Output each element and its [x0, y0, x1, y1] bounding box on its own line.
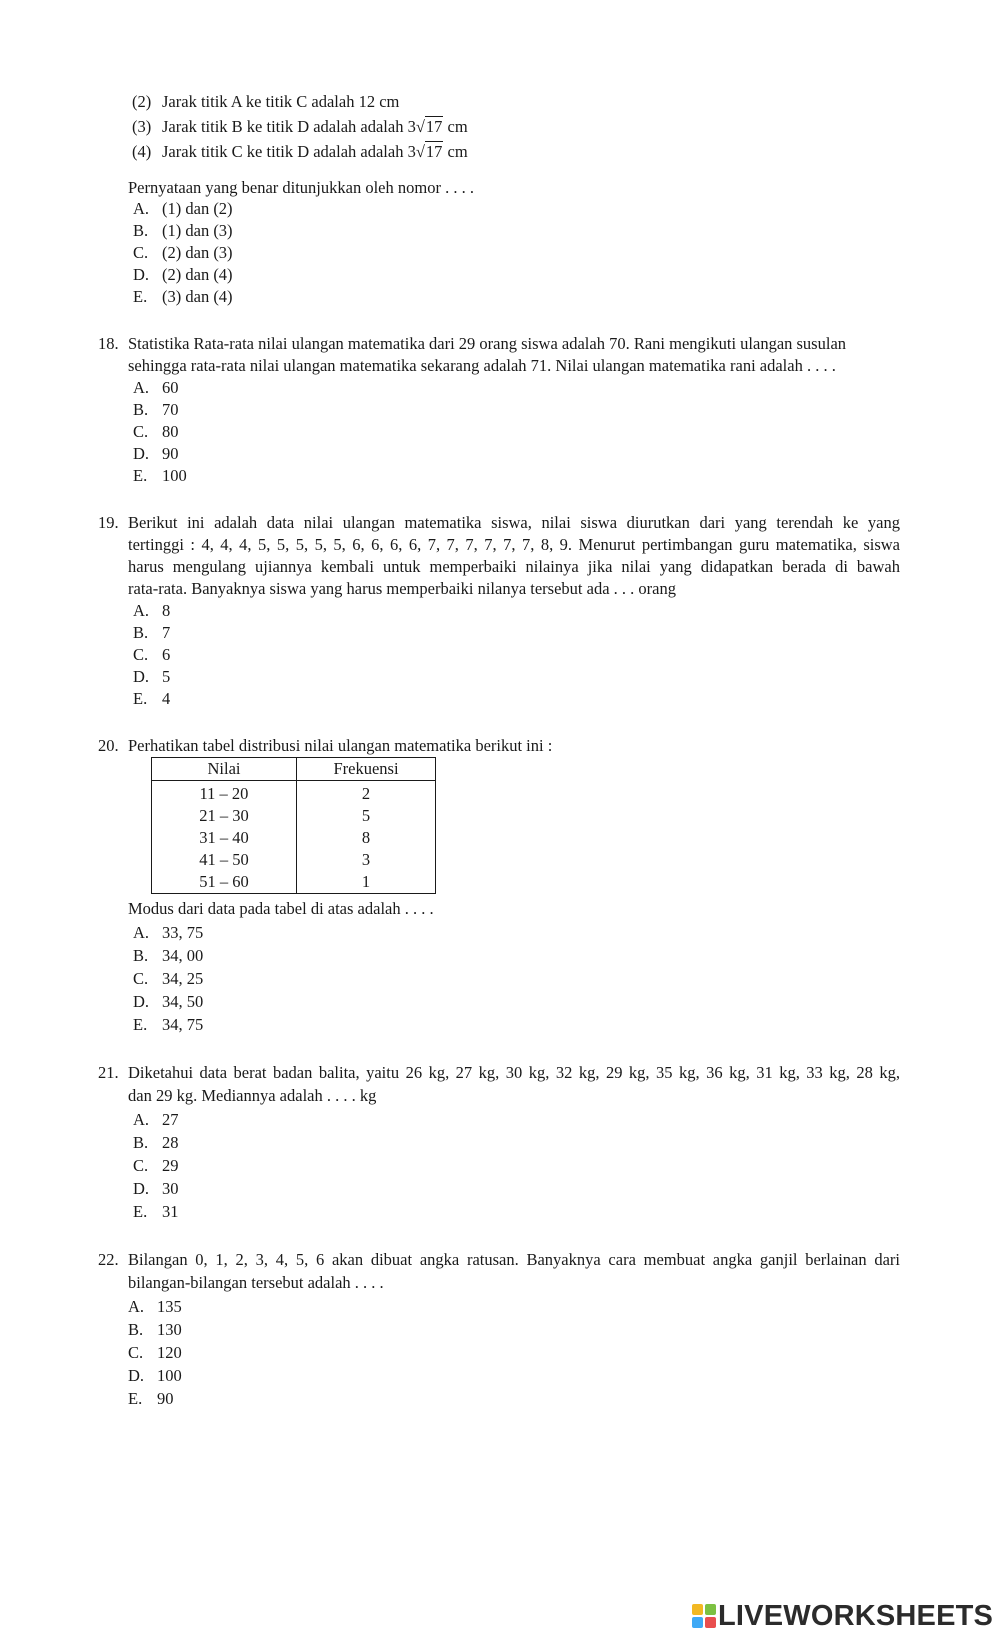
table-row: [152, 805, 436, 827]
intro-option-d[interactable]: D. (2) dan (4): [133, 265, 233, 284]
q18-option-a[interactable]: A. 60: [133, 378, 179, 397]
logo-square-icon: [692, 1617, 703, 1628]
table-row: [152, 781, 436, 806]
logo-square-icon: [705, 1604, 716, 1615]
table-row: [152, 849, 436, 871]
question-20-intro: Perhatikan tabel distribusi nilai ulangan matematika berikut ini :: [128, 736, 553, 755]
q20-option-a[interactable]: A. 33, 75: [133, 923, 204, 942]
question-22-line-2: bilangan-bilangan tersebut adalah . . . .: [128, 1273, 384, 1292]
logo-square-icon: [705, 1617, 716, 1628]
q20-option-c[interactable]: C. 34, 25: [133, 969, 204, 988]
question-18-line-1: Statistika Rata-rata nilai ulangan matematika dari 29 orang siswa adalah 70. Rani mengikuti ulangan susulan: [128, 334, 847, 353]
statement-2: (2) Jarak titik A ke titik C adalah 12 cm: [132, 92, 400, 111]
q19-option-c[interactable]: C. 6: [133, 645, 171, 664]
table-cell: 2: [297, 781, 436, 806]
q19-option-a[interactable]: A. 8: [133, 601, 171, 620]
table-cell: 51 – 60: [152, 871, 297, 894]
intro-prompt: Pernyataan yang benar ditunjukkan oleh nomor . . . .: [128, 178, 474, 197]
q20-option-d[interactable]: D. 34, 50: [133, 992, 204, 1011]
question-18-line-2: sehingga rata-rata nilai ulangan matematika sekarang adalah 71. Nilai ulangan matematika rani adalah . . . .: [128, 356, 836, 375]
q22-option-c[interactable]: C. 120: [128, 1343, 182, 1362]
sqrt-symbol: √17: [415, 142, 443, 161]
q18-option-c[interactable]: C. 80: [133, 422, 179, 441]
q22-option-e[interactable]: E. 90: [128, 1389, 174, 1408]
q21-option-d[interactable]: D. 30: [133, 1179, 179, 1198]
table-cell: 11 – 20: [152, 781, 297, 806]
q18-option-e[interactable]: E. 100: [133, 466, 187, 485]
question-number-19: 19.: [98, 513, 119, 532]
table-cell: 31 – 40: [152, 827, 297, 849]
table-row: [152, 871, 436, 894]
q18-option-b[interactable]: B. 70: [133, 400, 179, 419]
table-cell: 41 – 50: [152, 849, 297, 871]
question-21-line-1: Diketahui data berat badan balita, yaitu 26 kg, 27 kg, 30 kg, 32 kg, 29 kg, 35 kg, 36 kg, 31 kg, 33 kg, 28 kg,: [128, 1063, 900, 1082]
q22-option-d[interactable]: D. 100: [128, 1366, 182, 1385]
statement-4: (4) Jarak titik C ke titik D adalah adalah 3√17 cm: [132, 142, 468, 161]
q21-option-b[interactable]: B. 28: [133, 1133, 179, 1152]
table-cell: 8: [297, 827, 436, 849]
question-19-line-3: harus mengulang ujiannya kembali untuk memperbaiki nilainya jika nilai yang didapatkan berada di bawah: [128, 557, 900, 576]
table-cell: 3: [297, 849, 436, 871]
question-19-line-4: rata-rata. Banyaknya siswa yang harus memperbaiki nilanya tersebut ada . . . orang: [128, 579, 676, 598]
liveworksheets-logo[interactable]: [692, 1601, 993, 1631]
table-cell: 1: [297, 871, 436, 894]
question-21-line-2: dan 29 kg. Mediannya adalah . . . . kg: [128, 1086, 377, 1105]
q20-option-b[interactable]: B. 34, 00: [133, 946, 204, 965]
q22-option-a[interactable]: A. 135: [128, 1297, 182, 1316]
q20-option-e[interactable]: E. 34, 75: [133, 1015, 204, 1034]
question-number-21: 21.: [98, 1063, 119, 1082]
table-header-frekuensi: Frekuensi: [297, 758, 436, 781]
logo-square-icon: [692, 1604, 703, 1615]
q21-option-c[interactable]: C. 29: [133, 1156, 179, 1175]
question-22-line-1: Bilangan 0, 1, 2, 3, 4, 5, 6 akan dibuat angka ratusan. Banyaknya cara membuat angka ganjil berlainan dari: [128, 1250, 900, 1269]
question-number-18: 18.: [98, 334, 119, 353]
q19-option-b[interactable]: B. 7: [133, 623, 171, 642]
intro-option-e[interactable]: E. (3) dan (4): [133, 287, 233, 306]
liveworksheets-logo-text: LIVEWORKSHEETS: [718, 1600, 994, 1632]
question-number-20: 20.: [98, 736, 119, 755]
table-header-row: [152, 758, 436, 781]
q21-option-e[interactable]: E. 31: [133, 1202, 179, 1221]
intro-option-a[interactable]: A. (1) dan (2): [133, 199, 233, 218]
question-19-line-2: tertinggi : 4, 4, 4, 5, 5, 5, 5, 5, 6, 6, 6, 6, 7, 7, 7, 7, 7, 7, 8, 9. Menurut pertimbangan guru matematika, siswa: [128, 535, 900, 554]
frequency-table: [151, 757, 436, 894]
intro-option-b[interactable]: B. (1) dan (3): [133, 221, 233, 240]
q21-option-a[interactable]: A. 27: [133, 1110, 179, 1129]
question-number-22: 22.: [98, 1250, 119, 1269]
liveworksheets-logo-icon: [692, 1604, 716, 1628]
question-19-line-1: Berikut ini adalah data nilai ulangan matematika siswa, nilai siswa diurutkan dari yang terendah ke yang: [128, 513, 900, 532]
table-header-nilai: Nilai: [152, 758, 297, 781]
table-row: [152, 827, 436, 849]
question-20-text: Modus dari data pada tabel di atas adalah . . . .: [128, 899, 434, 918]
q19-option-e[interactable]: E. 4: [133, 689, 171, 708]
q19-option-d[interactable]: D. 5: [133, 667, 171, 686]
statement-3: (3) Jarak titik B ke titik D adalah adalah 3√17 cm: [132, 117, 468, 136]
q22-option-b[interactable]: B. 130: [128, 1320, 182, 1339]
table-cell: 21 – 30: [152, 805, 297, 827]
q18-option-d[interactable]: D. 90: [133, 444, 179, 463]
table-cell: 5: [297, 805, 436, 827]
intro-option-c[interactable]: C. (2) dan (3): [133, 243, 233, 262]
sqrt-symbol: √17: [415, 117, 443, 136]
